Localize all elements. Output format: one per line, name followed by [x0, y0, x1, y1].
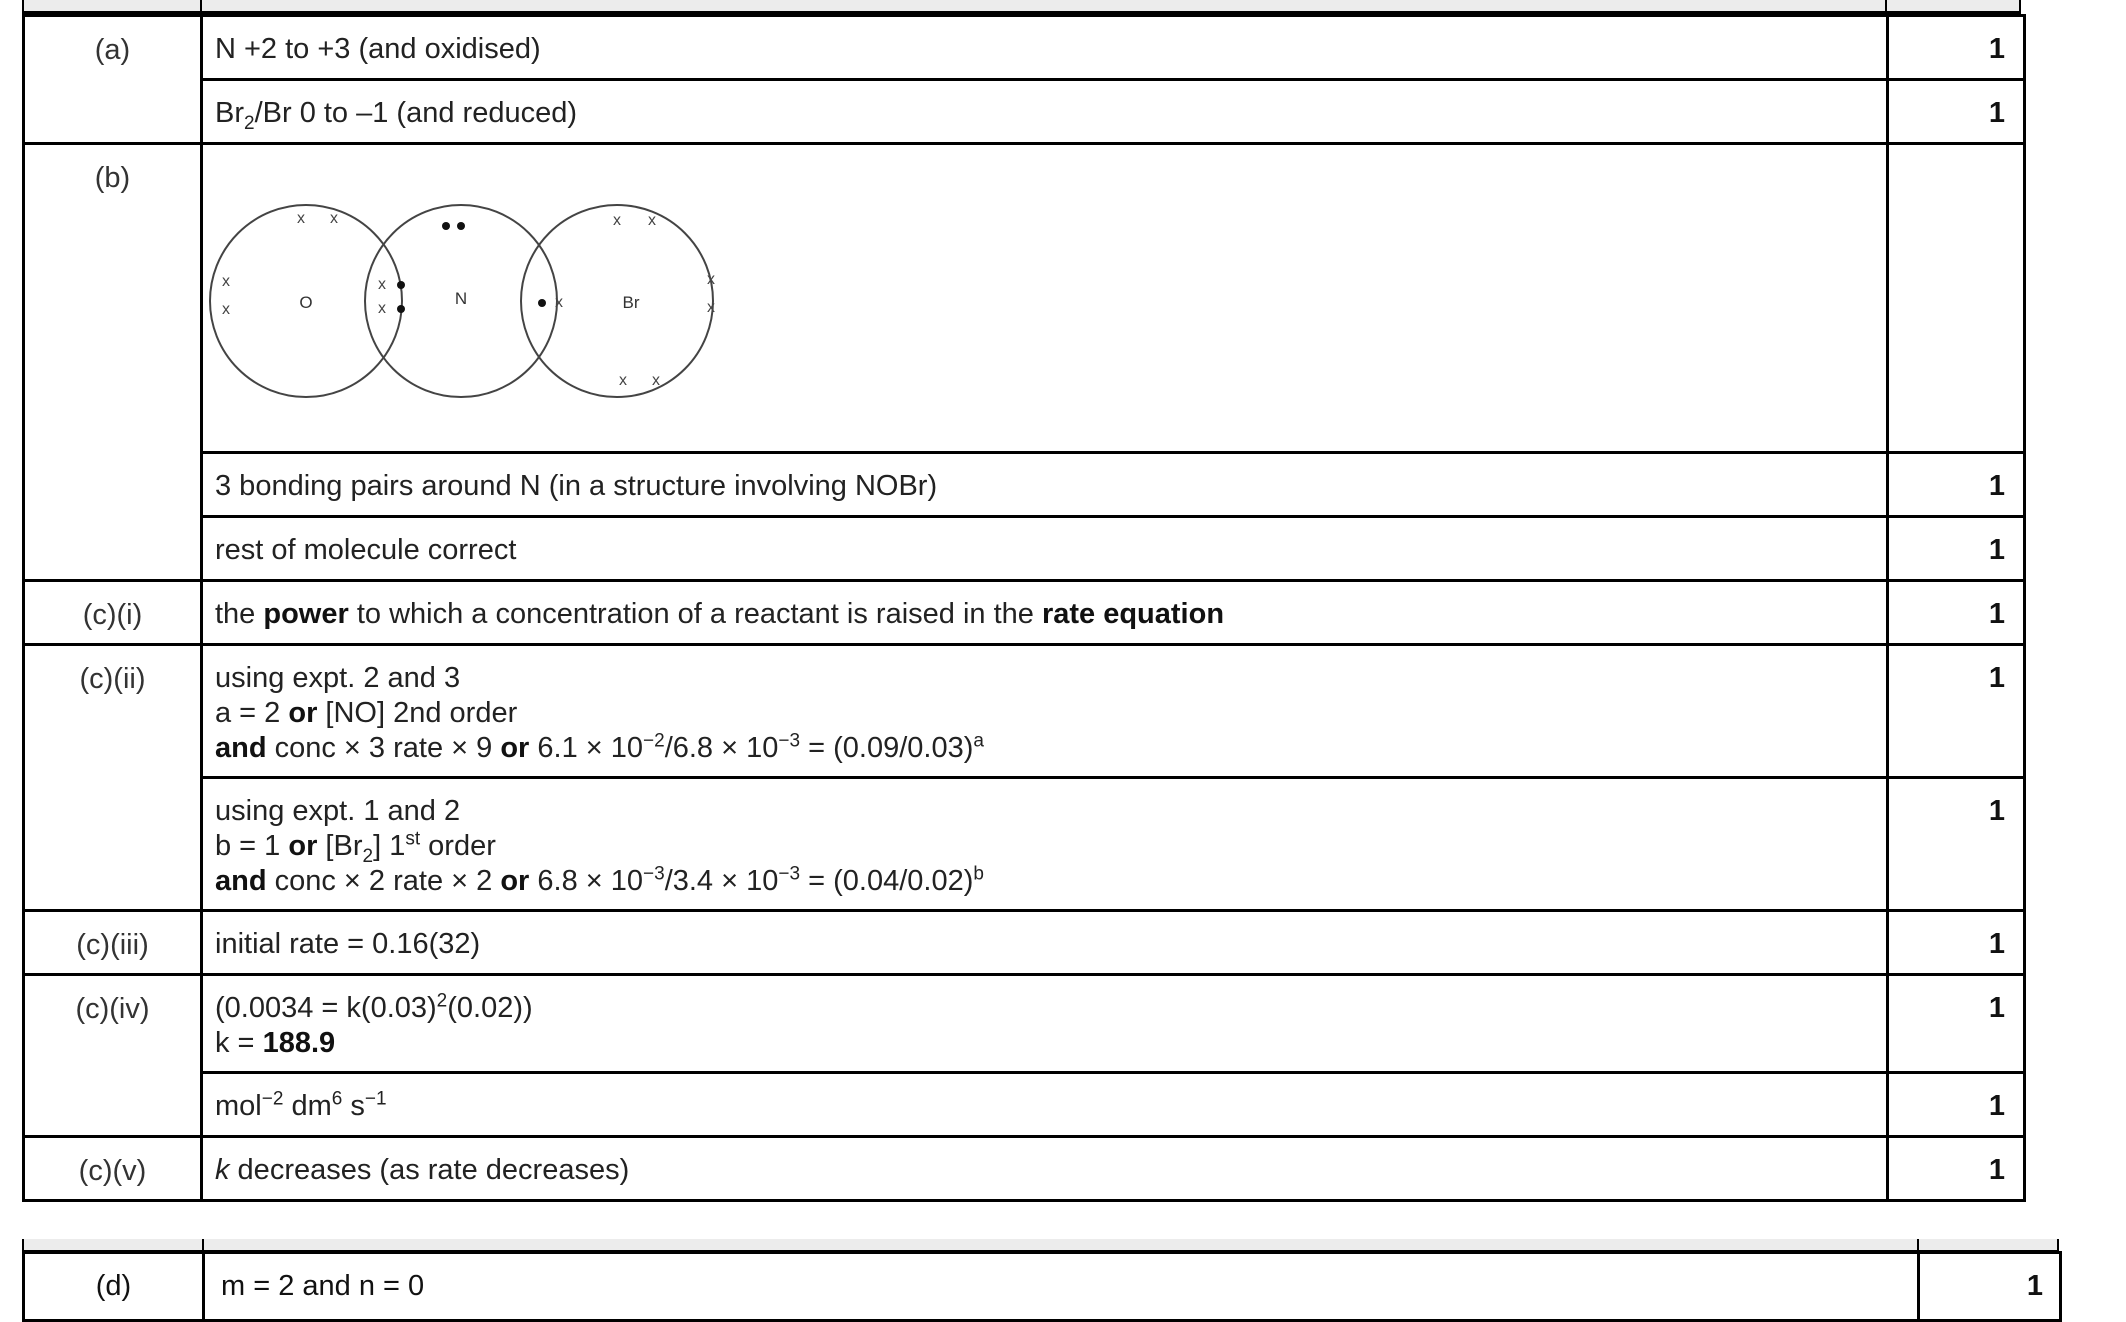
part-label: (b): [24, 144, 202, 581]
mark-scheme-table: [22, 14, 2026, 1202]
part-label: (c)(iii): [24, 911, 202, 975]
answer-cell: N +2 to +3 (and oxidised): [202, 16, 1888, 80]
atom-label-n: N: [454, 289, 468, 308]
atom-label-br: Br: [622, 293, 640, 312]
table-row: [24, 517, 2025, 581]
part-label: (c)(ii): [24, 645, 202, 911]
part-label: (d): [24, 1253, 204, 1321]
answer-cell: rest of molecule correct: [202, 517, 1888, 581]
dot-mark: [457, 222, 465, 230]
mark-cell: 1: [1888, 911, 2025, 975]
cross-mark: x: [555, 294, 563, 311]
mark-scheme-table-d: [22, 1251, 2062, 1322]
mark-cell: 1: [1919, 1253, 2061, 1321]
cross-mark: x: [222, 273, 230, 290]
table-row: [24, 1073, 2025, 1137]
mark-cell: 1: [1888, 1137, 2025, 1201]
answer-cell: using expt. 2 and 3 a = 2 or [NO] 2nd order and conc × 3 rate × 9 or $6.1 \times 10^{-2}/6.8 \times 10^{-3} = (0.09/0.03)^a$: [202, 645, 1888, 778]
mark-cell: 1: [1888, 80, 2025, 144]
mark-cell: 1: [1888, 16, 2025, 80]
mark-cell: [1888, 144, 2025, 453]
atom-label-o: O: [299, 293, 313, 312]
dot-mark: [442, 222, 450, 230]
cross-mark: x: [707, 271, 715, 288]
part-label: (c)(v): [24, 1137, 202, 1201]
table-row: [24, 581, 2025, 645]
table-row: [24, 645, 2025, 778]
table-row: [24, 80, 2025, 144]
table-header-strip: [22, 0, 2021, 14]
mark-cell: 1: [1888, 453, 2025, 517]
cross-mark: x: [648, 212, 656, 229]
table-row: [24, 453, 2025, 517]
cross-mark: x: [613, 212, 621, 229]
dot-mark: [538, 299, 546, 307]
cross-mark: x: [378, 276, 386, 293]
mark-cell: 1: [1888, 581, 2025, 645]
table-row: [24, 1137, 2025, 1201]
cross-mark: x: [330, 210, 338, 227]
cross-mark: x: [619, 372, 627, 389]
mark-cell: 1: [1888, 517, 2025, 581]
cross-mark: x: [222, 301, 230, 318]
table-row: [24, 144, 2025, 453]
table-row: [24, 975, 2025, 1073]
answer-cell: $(0.0034 = k(0.03)^2(0.02))$ k = 188.9: [202, 975, 1888, 1073]
table-row: [24, 778, 2025, 911]
part-label: (c)(iv): [24, 975, 202, 1137]
answer-cell: m = 2 and n = 0: [204, 1253, 1919, 1321]
answer-cell: the power to which a concentration of a reactant is raised in the rate equation: [202, 581, 1888, 645]
dot-cross-diagram-cell: [202, 144, 1888, 453]
mark-cell: 1: [1888, 1073, 2025, 1137]
cross-mark: x: [297, 210, 305, 227]
dot-mark: [397, 281, 405, 289]
answer-cell: $Br_2/Br$ 0 to –1 (and reduced): [202, 80, 1888, 144]
answer-cell: k decreases (as rate decreases): [202, 1137, 1888, 1201]
mark-cell: 1: [1888, 645, 2025, 778]
answer-cell: initial rate = 0.16(32): [202, 911, 1888, 975]
answer-cell: mol$^{-2}$ $dm^6$ $s^{-1}$: [202, 1073, 1888, 1137]
dot-and-cross-diagram: [203, 145, 763, 451]
part-label: (c)(i): [24, 581, 202, 645]
mark-cell: 1: [1888, 778, 2025, 911]
answer-cell: using expt. 1 and 2 b = 1 or $[Br_2]$ 1st order and conc × 2 rate × 2 or $6.8 \times 10^{-3}/3.4 \times 10^{-3} = (0.04/0.02)^b$: [202, 778, 1888, 911]
table-row: [24, 911, 2025, 975]
cross-mark: x: [652, 372, 660, 389]
table-row: [24, 16, 2025, 80]
dot-mark: [397, 305, 405, 313]
cross-mark: x: [707, 299, 715, 316]
answer-cell: 3 bonding pairs around N (in a structure involving NOBr): [202, 453, 1888, 517]
part-label: (a): [24, 16, 202, 144]
cross-mark: x: [378, 300, 386, 317]
mark-cell: 1: [1888, 975, 2025, 1073]
table-row: [24, 1253, 2061, 1321]
